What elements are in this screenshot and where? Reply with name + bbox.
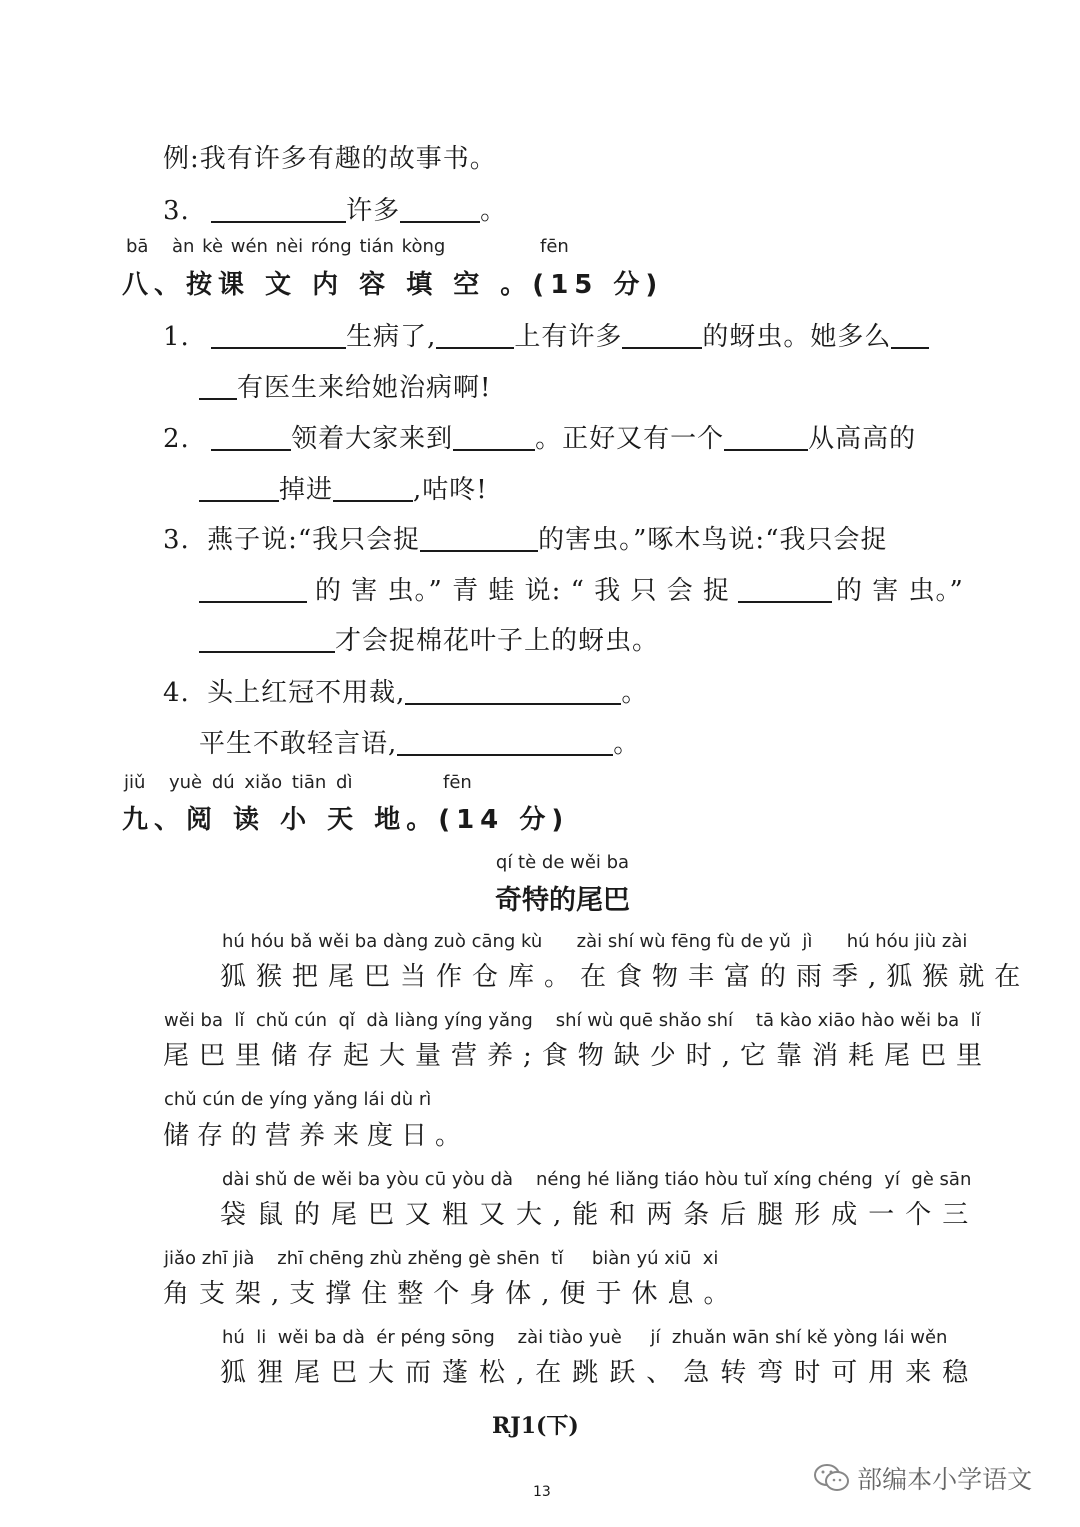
text-fragment: 许多 (346, 196, 401, 226)
section-8-pinyin-3: fēn (540, 236, 569, 257)
section-9-heading: 九、阅 读 小 天 地。(14 分) (122, 805, 570, 835)
watermark-text: 部编本小学语文 (857, 1465, 1033, 1494)
answer-blank[interactable] (400, 195, 480, 223)
answer-blank[interactable] (724, 423, 808, 451)
question-number: 1. (163, 322, 190, 352)
text-fragment: 。 (480, 196, 508, 226)
watermark (812, 1460, 1032, 1496)
text-fragment: 。 (621, 678, 649, 708)
question-number: 2. (163, 424, 190, 454)
section-8-question-1-cont (199, 367, 491, 404)
text-fragment: 才会捉棉花叶子上的蚜虫。 (335, 626, 660, 656)
story-pinyin-line: hú hóu bǎ wěi ba dàng zuò cāng kù zài shí wù fēng fù de yǔ jì hú hóu jiù zài (222, 931, 968, 952)
section-8-pinyin-2: àn kè wén nèi róng tián kòng (172, 236, 446, 257)
section-9-pinyin-1: jiǔ (124, 772, 146, 793)
text-fragment: 上有许多 (514, 322, 623, 352)
section-8-heading: 八、按课 文 内 容 填 空 。(15 分) (122, 270, 664, 300)
text-fragment: 。正好又有一个 (535, 424, 725, 454)
wechat-icon (812, 1461, 852, 1495)
answer-blank[interactable] (738, 575, 832, 603)
question-number: 3. (163, 196, 190, 226)
story-title-pinyin: qí tè de wěi ba (495, 852, 630, 873)
section-8-question-2 (163, 418, 916, 455)
text-fragment: 的害虫。”啄木鸟说:“我只会捉 (538, 525, 888, 555)
text-fragment: 平生不敢轻言语, (199, 729, 398, 759)
story-text-line: 袋鼠的尾巴又粗又大,能和两条后腿形成一个三 (220, 1200, 980, 1230)
story-text-line: 角支架,支撑住整个身体,便于休息。 (163, 1279, 740, 1309)
text-fragment: ,咕咚! (413, 475, 488, 505)
answer-blank[interactable] (199, 372, 237, 400)
answer-blank[interactable] (420, 524, 538, 552)
story-pinyin-line: dài shǔ de wěi ba yòu cū yòu dà néng hé liǎng tiáo hòu tuǐ xíng chéng yí gè sān (222, 1169, 972, 1190)
text-fragment: 头上红冠不用裁, (207, 678, 406, 708)
text-fragment: 掉进 (279, 475, 334, 505)
answer-blank[interactable] (199, 474, 279, 502)
answer-blank[interactable] (211, 423, 291, 451)
answer-blank[interactable] (333, 474, 413, 502)
section-8-question-3-end (199, 620, 659, 657)
answer-blank[interactable] (453, 423, 535, 451)
story-text-line: 狐狸尾巴大而蓬松,在跳跃、急转弯时可用来稳 (220, 1358, 980, 1388)
text-fragment: 的 害 虫。” (836, 576, 964, 606)
answer-blank[interactable] (199, 575, 307, 603)
story-title: 奇特的尾巴 (495, 885, 630, 916)
answer-blank[interactable] (622, 321, 702, 349)
section-8-question-2-cont (199, 469, 488, 506)
page-footer-code: RJ1(下) (492, 1413, 579, 1439)
story-text-line: 储存的营养来度日。 (163, 1121, 470, 1151)
answer-blank[interactable] (211, 195, 346, 223)
example-sentence: 例:我有许多有趣的故事书。 (163, 144, 497, 174)
section-8-question-4 (163, 672, 648, 709)
text-fragment: 。 (613, 729, 641, 759)
answer-blank[interactable] (891, 321, 929, 349)
answer-blank[interactable] (199, 625, 335, 653)
section-8-question-1 (163, 316, 929, 353)
story-pinyin-line: wěi ba lǐ chǔ cún qǐ dà liàng yíng yǎng shí wù quē shǎo shí tā kào xiāo hào wěi ba lǐ (164, 1010, 981, 1031)
question-number: 3. (163, 525, 190, 555)
section-9-pinyin-2: yuè dú xiǎo tiān dì (169, 772, 353, 793)
answer-blank[interactable] (436, 321, 514, 349)
text-fragment: 有医生来给她治病啊! (237, 373, 492, 403)
text-fragment: 领着大家来到 (291, 424, 454, 454)
section-8-pinyin-1: bā (126, 236, 149, 257)
answer-blank[interactable] (397, 728, 613, 756)
page-number: 13 (533, 1484, 551, 1500)
question-3-row (163, 190, 507, 227)
story-pinyin-line: chǔ cún de yíng yǎng lái dù rì (164, 1089, 432, 1110)
story-text-line: 尾巴里储存起大量营养;食物缺少时,它靠消耗尾巴里 (163, 1041, 993, 1071)
text-fragment: 生病了, (346, 322, 437, 352)
section-9-pinyin-3: fēn (443, 772, 472, 793)
section-8-question-4-line-2 (199, 723, 640, 760)
section-8-question-3-cont (199, 570, 964, 607)
text-fragment: 的蚜虫。她多么 (702, 322, 892, 352)
text-fragment: 的 害 虫。” 青 蛙 说: “ 我 只 会 捉 (315, 576, 730, 606)
question-number: 4. (163, 678, 190, 708)
story-text-line: 狐猴把尾巴当作仓库。在食物丰富的雨季,狐猴就在 (220, 962, 1031, 992)
text-fragment: 从高高的 (808, 424, 917, 454)
answer-blank[interactable] (211, 321, 346, 349)
story-pinyin-line: jiǎo zhī jià zhī chēng zhù zhěng gè shēn tǐ biàn yú xiū xi (164, 1248, 719, 1269)
answer-blank[interactable] (405, 677, 621, 705)
text-fragment: 燕子说:“我只会捉 (207, 525, 421, 555)
section-8-question-3 (163, 519, 888, 556)
story-pinyin-line: hú li wěi ba dà ér péng sōng zài tiào yuè jí zhuǎn wān shí kě yòng lái wěn (222, 1327, 948, 1348)
